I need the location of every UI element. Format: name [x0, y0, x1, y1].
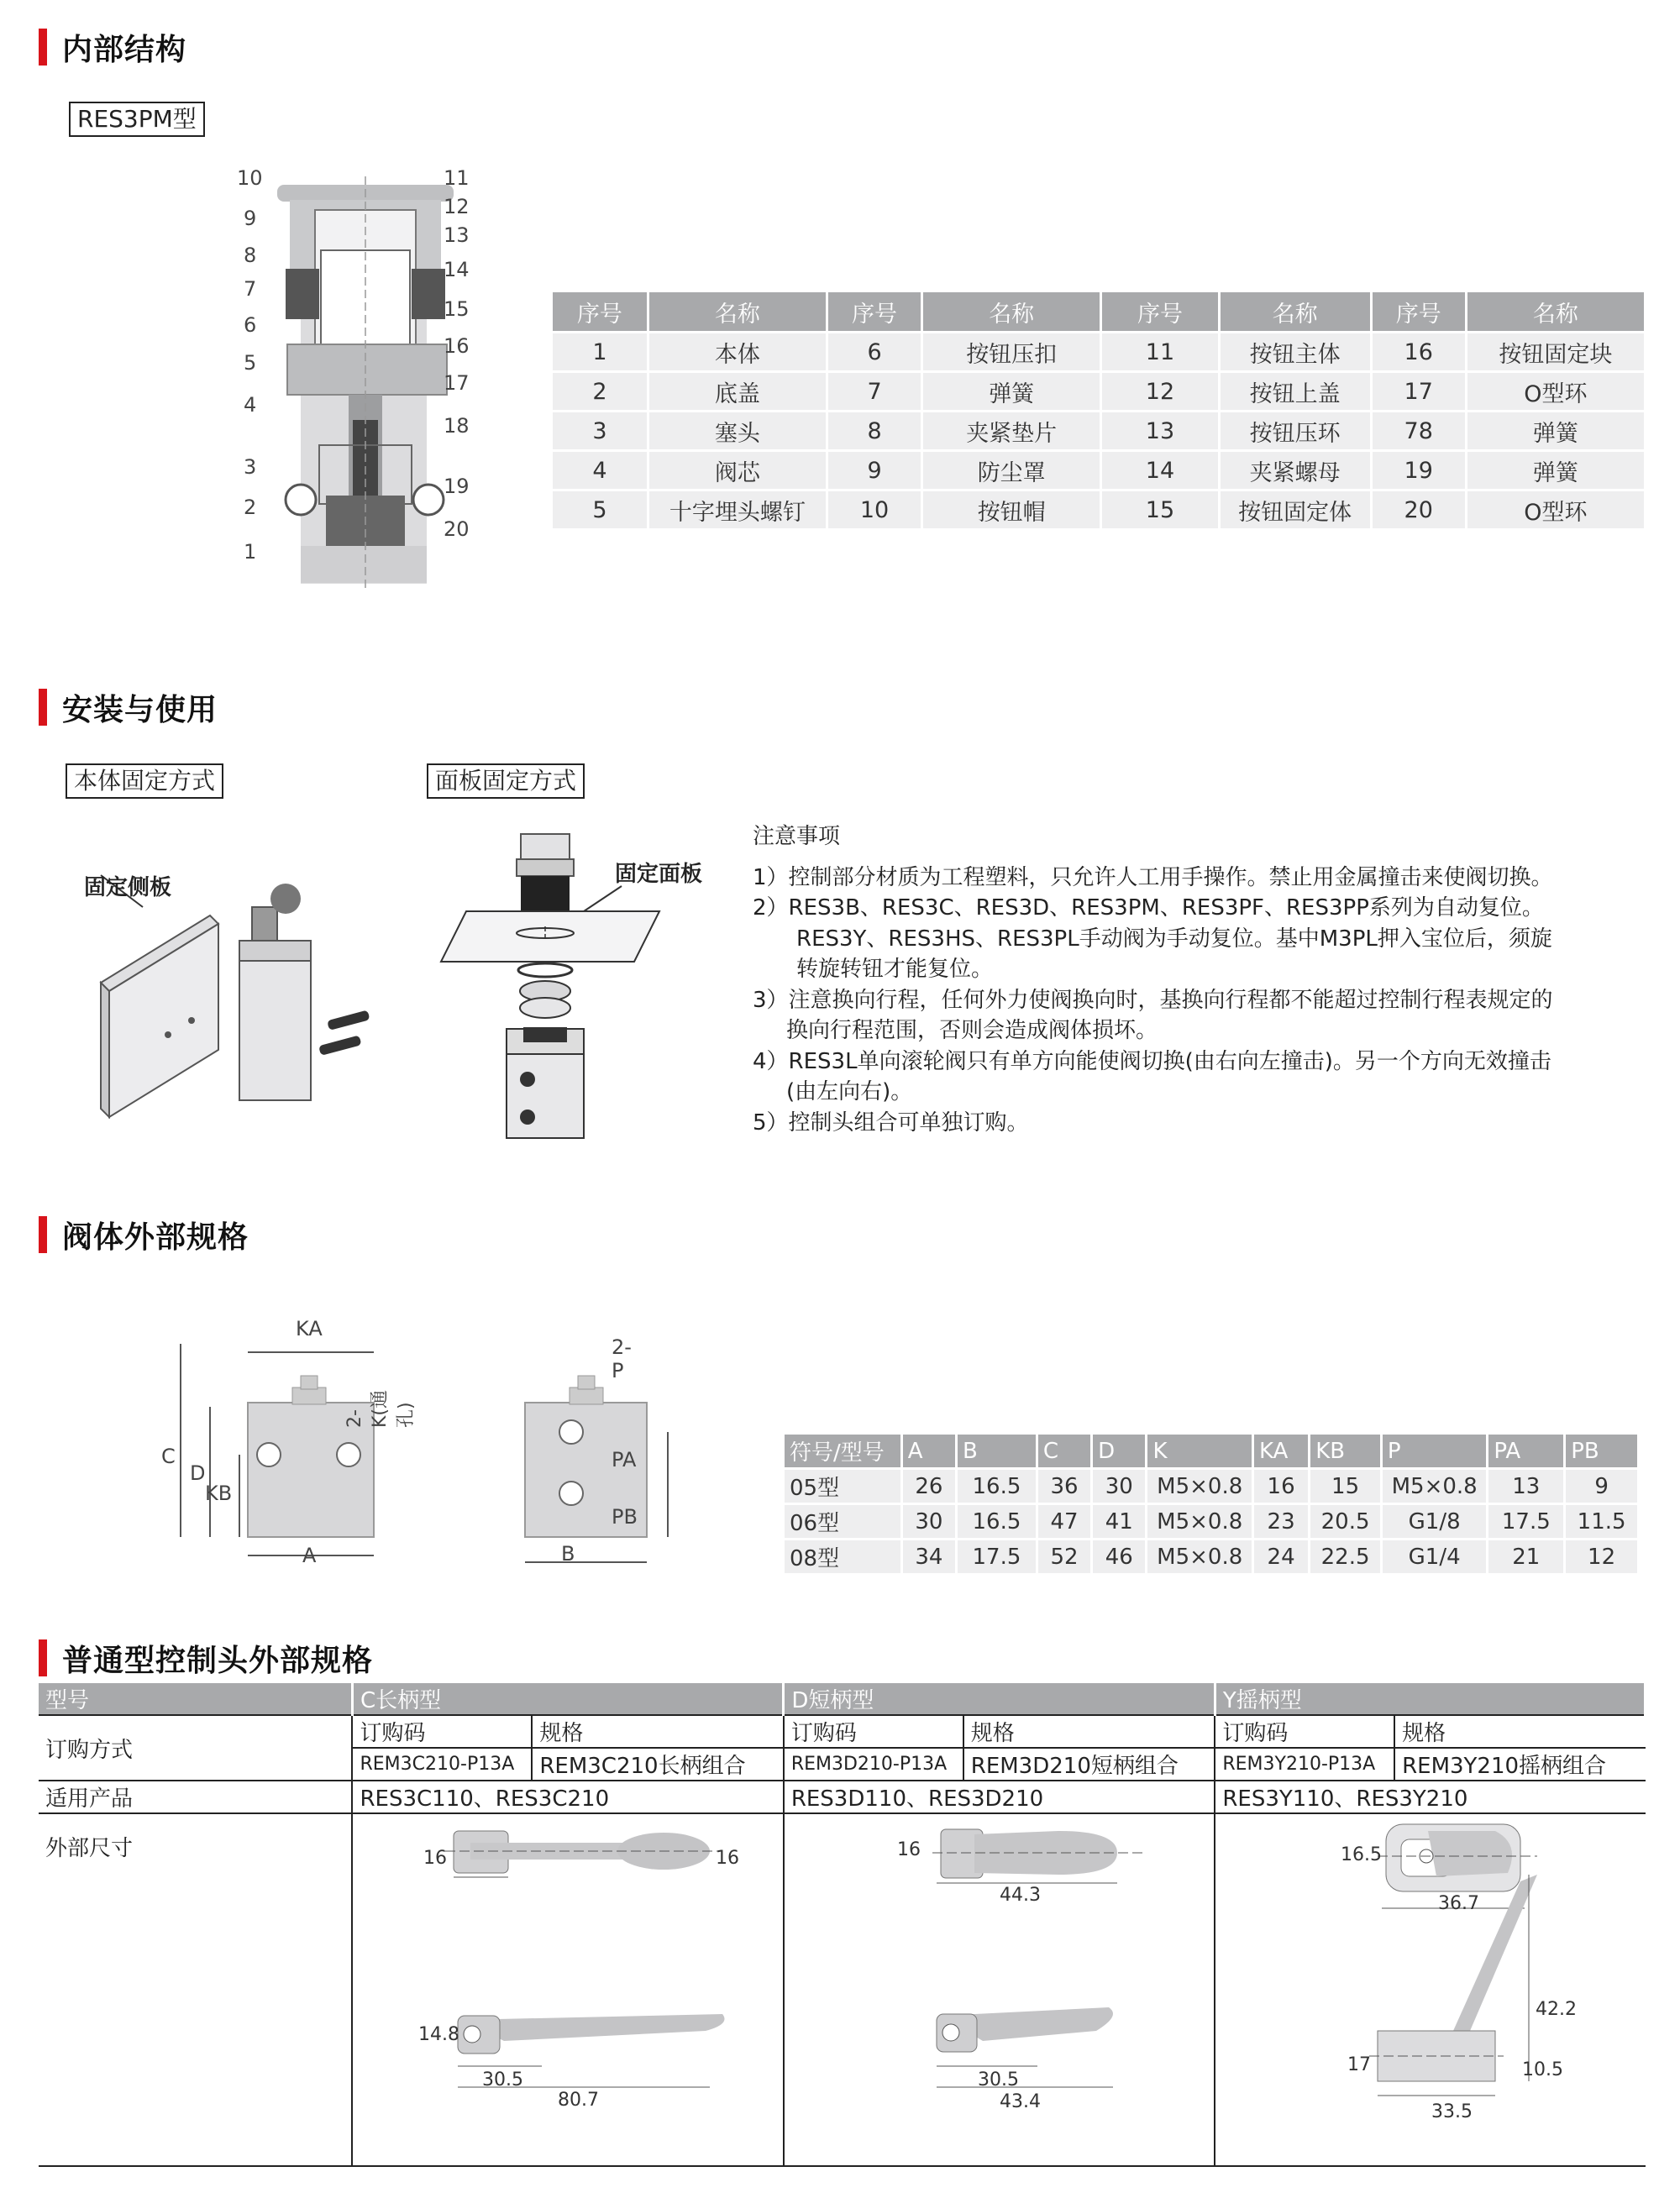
header-cell: 序号 — [827, 292, 922, 333]
panel-label: 固定面板 — [615, 862, 703, 887]
header-cell: PA — [1488, 1435, 1565, 1469]
panel-mount-label: 面板固定方式 — [427, 763, 585, 799]
section-title-body-dims — [39, 1216, 249, 1253]
callout-13: 13 — [444, 223, 470, 247]
table-cell: 24 — [1252, 1540, 1309, 1574]
table-row — [553, 451, 1646, 490]
c-dim-h2: 16 — [716, 1848, 739, 1869]
table-cell: 十字埋头螺钉 — [648, 490, 827, 529]
table-row — [39, 1715, 1646, 1748]
table-cell: 17.5 — [1488, 1504, 1565, 1540]
model-label: RES3PM型 — [69, 102, 205, 137]
table-cell: 按钮固定块 — [1466, 333, 1645, 372]
note-line: RES3Y、RES3HS、RES3PL手动阀为手动复位。基中M3PL押入宝位后，须旋 — [796, 926, 1552, 952]
table-cell: 按钮压扣 — [922, 333, 1101, 372]
header-cell: 符号/型号 — [785, 1435, 901, 1469]
table-cell: 30 — [901, 1504, 956, 1540]
table-cell: RES3C110、RES3C210 — [352, 1781, 783, 1813]
table-cell: 05型 — [785, 1469, 901, 1504]
table-cell: 8 — [827, 412, 922, 451]
notes-block — [753, 821, 1553, 1138]
table-cell: 按钮主体 — [1219, 333, 1371, 372]
table-cell: 订购码 — [784, 1715, 963, 1748]
table-cell: 按钮压环 — [1219, 412, 1371, 451]
header-cell: 型号 — [39, 1683, 352, 1715]
section-marker — [39, 29, 47, 66]
callout-16: 16 — [444, 334, 470, 358]
callout-10: 10 — [237, 166, 263, 190]
c-dim-w2: 80.7 — [558, 2090, 599, 2111]
header-cell: D短柄型 — [784, 1683, 1215, 1715]
table-cell: 15 — [1310, 1469, 1382, 1504]
section-title-text: 内部结构 — [62, 32, 187, 67]
table-cell: REM3C210-P13A — [352, 1748, 532, 1781]
table-cell: 16 — [1252, 1469, 1309, 1504]
table-cell: 22.5 — [1310, 1540, 1382, 1574]
table-cell: 夹紧垫片 — [922, 412, 1101, 451]
header-cell: Y摇柄型 — [1215, 1683, 1645, 1715]
c-handle-drawing — [420, 1814, 739, 2125]
note-line: 换向行程范围，否则会造成阀体损坏。 — [786, 1018, 1158, 1043]
header-cell: P — [1381, 1435, 1487, 1469]
table-cell: 14 — [1101, 451, 1219, 490]
header-cell: 序号 — [1371, 292, 1466, 333]
callout-18: 18 — [444, 414, 470, 438]
header-cell: 名称 — [1219, 292, 1371, 333]
header-cell: C长柄型 — [352, 1683, 783, 1715]
d-handle-drawing — [890, 1814, 1193, 2125]
body-mount-label: 本体固定方式 — [66, 763, 223, 799]
section-marker — [39, 1216, 47, 1253]
c-dim-h1: 16 — [423, 1848, 447, 1869]
section-title-text: 安装与使用 — [62, 692, 218, 727]
header-cell: KA — [1252, 1435, 1309, 1469]
table-cell: 11 — [1101, 333, 1219, 372]
table-cell: 17.5 — [957, 1540, 1037, 1574]
table-cell: 34 — [901, 1540, 956, 1574]
table-cell: 本体 — [648, 333, 827, 372]
table-cell: 订购码 — [1215, 1715, 1394, 1748]
table-cell: M5×0.8 — [1147, 1540, 1252, 1574]
table-row — [553, 490, 1646, 529]
table-cell: 弹簧 — [922, 372, 1101, 412]
table-cell: 13 — [1101, 412, 1219, 451]
y-dim-h4: 10.5 — [1522, 2059, 1563, 2080]
header-cell: 序号 — [553, 292, 648, 333]
note-line: 3）注意换向行程，任何外力使阀换向时，基换向行程都不能超过控制行程表规定的 — [753, 987, 1553, 1013]
dim-label-k: 2-K(通孔) — [344, 1389, 417, 1428]
row-label-size: 外部尺寸 — [39, 1813, 352, 2166]
table-row — [553, 372, 1646, 412]
table-cell: 16 — [1371, 333, 1466, 372]
table-cell: 16.5 — [957, 1504, 1037, 1540]
header-cell: C — [1037, 1435, 1091, 1469]
table-cell: 16.5 — [957, 1469, 1037, 1504]
section-title-text: 普通型控制头外部规格 — [62, 1643, 374, 1678]
callout-12: 12 — [444, 195, 470, 218]
table-cell: 15 — [1101, 490, 1219, 529]
table-cell: 3 — [553, 412, 648, 451]
table-row — [553, 412, 1646, 451]
note-line: (由左向右)。 — [786, 1079, 913, 1104]
table-cell: M5×0.8 — [1147, 1504, 1252, 1540]
parts-table — [553, 292, 1646, 528]
header-cell: K — [1147, 1435, 1252, 1469]
table-cell: 防尘罩 — [922, 451, 1101, 490]
d-dim-w2: 30.5 — [978, 2069, 1019, 2090]
section-title-internal — [39, 29, 186, 66]
y-dim-w1: 36.7 — [1438, 1893, 1479, 1914]
note-line: 转旋转钮才能复位。 — [796, 957, 994, 982]
parts-table-header — [553, 292, 1646, 333]
table-cell: 6 — [827, 333, 922, 372]
table-cell: RES3Y110、RES3Y210 — [1215, 1781, 1645, 1813]
d-dim-h1: 16 — [897, 1839, 921, 1860]
table-row — [785, 1540, 1639, 1574]
notes-title: 注意事项 — [753, 824, 841, 849]
callout-3: 3 — [244, 455, 257, 479]
callout-1: 1 — [244, 540, 257, 564]
table-cell: 23 — [1252, 1504, 1309, 1540]
table-cell: G1/8 — [1381, 1504, 1487, 1540]
section-marker — [39, 1639, 47, 1676]
table-cell: 30 — [1092, 1469, 1147, 1504]
body-dims-header — [785, 1435, 1639, 1469]
y-dim-h1: 16.5 — [1341, 1844, 1382, 1865]
dim-label-d: D — [190, 1461, 206, 1485]
table-cell: 17 — [1371, 372, 1466, 412]
header-cell: 名称 — [648, 292, 827, 333]
table-cell: G1/4 — [1381, 1540, 1487, 1574]
c-dim-w1: 30.5 — [482, 2069, 523, 2090]
dim-label-c: C — [161, 1445, 176, 1468]
table-cell: REM3D210-P13A — [784, 1748, 963, 1781]
callout-20: 20 — [444, 517, 470, 541]
table-cell: M5×0.8 — [1381, 1469, 1487, 1504]
section-marker — [39, 689, 47, 726]
dim-label-b: B — [561, 1542, 575, 1566]
head-dims-header — [39, 1683, 1646, 1715]
header-cell: 序号 — [1101, 292, 1219, 333]
table-cell: 12 — [1101, 372, 1219, 412]
table-cell: 4 — [553, 451, 648, 490]
note-line: 5）控制头组合可单独订购。 — [753, 1109, 1029, 1136]
table-cell: 10 — [827, 490, 922, 529]
table-cell: M5×0.8 — [1147, 1469, 1252, 1504]
header-cell: PB — [1565, 1435, 1639, 1469]
body-dims-drawing — [151, 1310, 689, 1571]
table-cell: 底盖 — [648, 372, 827, 412]
y-dim-h2: 42.2 — [1536, 1999, 1577, 2020]
table-cell: 弹簧 — [1466, 451, 1645, 490]
header-cell: A — [901, 1435, 956, 1469]
table-cell: 20.5 — [1310, 1504, 1382, 1540]
side-plate-label: 固定侧板 — [84, 875, 172, 900]
table-row — [553, 333, 1646, 372]
dim-label-ka: KA — [296, 1317, 323, 1340]
table-cell: 9 — [827, 451, 922, 490]
body-dims-table — [785, 1435, 1640, 1573]
table-row — [785, 1504, 1639, 1540]
c-dim-h3: 14.8 — [418, 2024, 459, 2045]
table-cell: 弹簧 — [1466, 412, 1645, 451]
section-title-text: 阀体外部规格 — [62, 1220, 249, 1255]
note-line: 4）RES3L单向滚轮阀只有单方向能使阀切换(由右向左撞击)。另一个方向无效撞击 — [753, 1048, 1551, 1074]
header-cell: D — [1092, 1435, 1147, 1469]
callout-15: 15 — [444, 297, 470, 321]
table-cell: 41 — [1092, 1504, 1147, 1540]
dim-label-pb: PB — [612, 1505, 638, 1529]
header-cell: 名称 — [1466, 292, 1645, 333]
header-cell: 名称 — [922, 292, 1101, 333]
y-dim-w2: 33.5 — [1431, 2101, 1473, 2122]
callout-17: 17 — [444, 371, 470, 395]
table-cell: 46 — [1092, 1540, 1147, 1574]
table-cell: 2 — [553, 372, 648, 412]
row-label-order: 订购方式 — [39, 1715, 352, 1781]
table-cell: 11.5 — [1565, 1504, 1639, 1540]
callout-7: 7 — [244, 277, 257, 301]
table-cell: REM3Y210-P13A — [1215, 1748, 1394, 1781]
table-cell: 7 — [827, 372, 922, 412]
callout-8: 8 — [244, 244, 257, 267]
table-cell: 06型 — [785, 1504, 901, 1540]
table-cell: 13 — [1488, 1469, 1565, 1504]
header-cell: KB — [1310, 1435, 1382, 1469]
callout-19: 19 — [444, 475, 470, 498]
table-cell: 规格 — [963, 1715, 1215, 1748]
table-cell: 21 — [1488, 1540, 1565, 1574]
callout-9: 9 — [244, 207, 257, 230]
table-cell: 52 — [1037, 1540, 1091, 1574]
table-row — [785, 1469, 1639, 1504]
callout-2: 2 — [244, 496, 257, 519]
callout-14: 14 — [444, 258, 470, 281]
table-row — [39, 1781, 1646, 1813]
table-cell: 夹紧螺母 — [1219, 451, 1371, 490]
table-cell: 47 — [1037, 1504, 1091, 1540]
table-cell: 36 — [1037, 1469, 1091, 1504]
dim-label-kb: KB — [205, 1482, 233, 1505]
callout-11: 11 — [444, 166, 470, 190]
table-cell: 订购码 — [352, 1715, 532, 1748]
table-cell: 19 — [1371, 451, 1466, 490]
table-cell: 塞头 — [648, 412, 827, 451]
table-cell: RES3D110、RES3D210 — [784, 1781, 1215, 1813]
callout-6: 6 — [244, 313, 257, 337]
table-cell: 规格 — [1394, 1715, 1645, 1748]
table-cell: 规格 — [532, 1715, 783, 1748]
y-dim-h3: 17 — [1347, 2054, 1371, 2075]
table-cell: REM3C210长柄组合 — [532, 1748, 783, 1781]
table-cell: O型环 — [1466, 490, 1645, 529]
table-cell: 9 — [1565, 1469, 1639, 1504]
table-cell: REM3Y210摇柄组合 — [1394, 1748, 1645, 1781]
table-cell: 08型 — [785, 1540, 901, 1574]
note-line: 2）RES3B、RES3C、RES3D、RES3PM、RES3PF、RES3PP系列为自动复位。 — [753, 895, 1544, 921]
dim-label-pa: PA — [612, 1448, 637, 1471]
section-title-install — [39, 689, 218, 726]
callout-4: 4 — [244, 393, 257, 417]
table-cell: 12 — [1565, 1540, 1639, 1574]
section-title-head-dims — [39, 1639, 373, 1676]
d-dim-w1: 44.3 — [1000, 1885, 1041, 1906]
table-cell: 5 — [553, 490, 648, 529]
d-dim-w3: 43.4 — [1000, 2091, 1041, 2112]
row-label-product: 适用产品 — [39, 1781, 352, 1813]
table-cell: 20 — [1371, 490, 1466, 529]
cross-section-drawing — [227, 160, 512, 596]
table-cell: 78 — [1371, 412, 1466, 451]
note-line: 1）控制部分材质为工程塑料，只允许人工用手操作。禁止用金属撞击来使阀切换。 — [753, 864, 1553, 890]
table-cell: 1 — [553, 333, 648, 372]
dim-label-a: A — [302, 1544, 317, 1567]
table-cell: 按钮上盖 — [1219, 372, 1371, 412]
table-cell: 26 — [901, 1469, 956, 1504]
table-cell: O型环 — [1466, 372, 1645, 412]
table-cell: 按钮帽 — [922, 490, 1101, 529]
table-cell: 按钮固定体 — [1219, 490, 1371, 529]
header-cell: B — [957, 1435, 1037, 1469]
dim-label-p: 2-P — [612, 1335, 632, 1382]
callout-5: 5 — [244, 351, 257, 375]
table-cell: REM3D210短柄组合 — [963, 1748, 1215, 1781]
table-cell: 阀芯 — [648, 451, 827, 490]
